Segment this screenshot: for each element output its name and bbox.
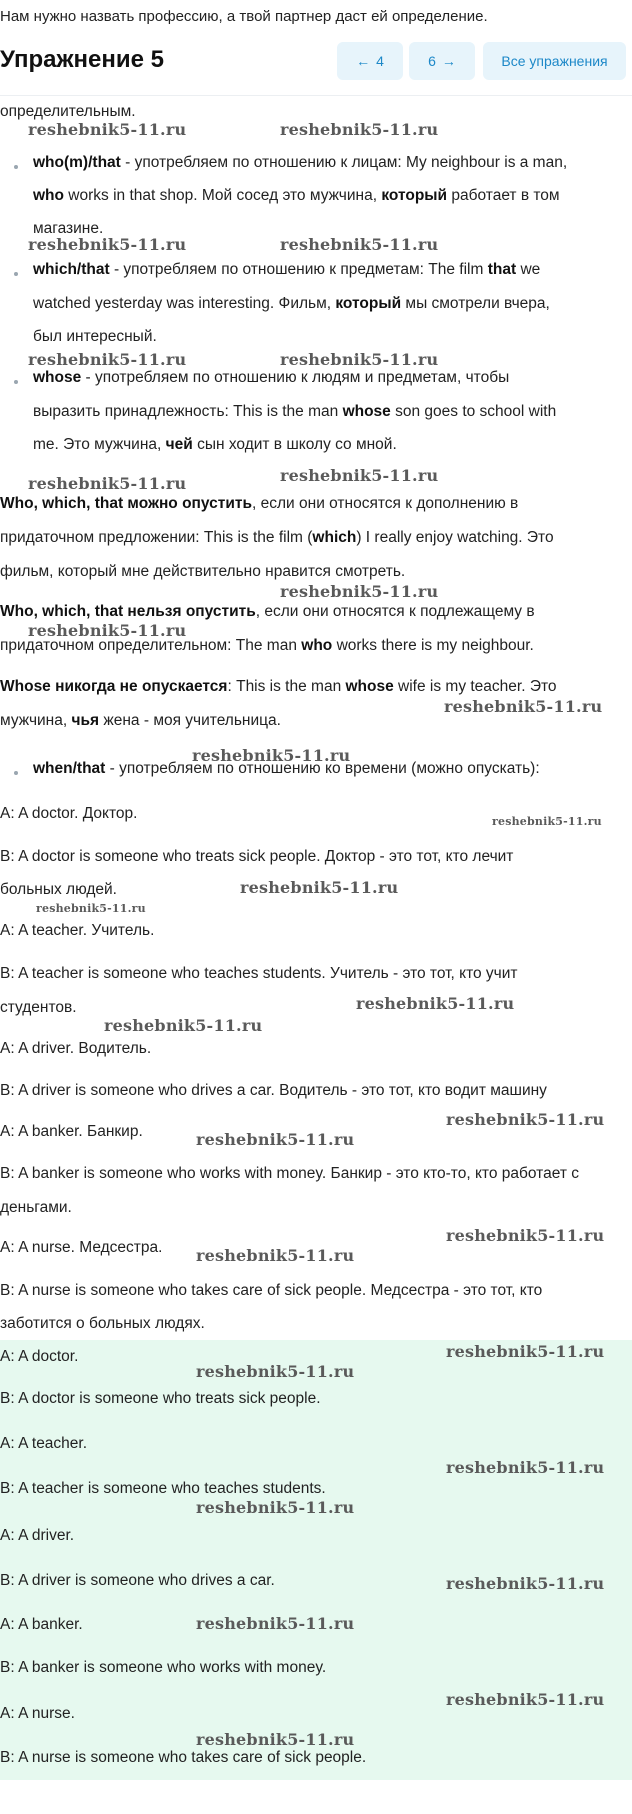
theory-line: Who, which, that нельзя опустить, если они относятся к подлежащему в [0, 603, 535, 620]
answer-line: B: A driver is someone who drives a car. [0, 1572, 275, 1589]
theory-line: выразить принадлежность: This is the man whose son goes to school with [33, 403, 557, 420]
answer-line: заботится о больных людях. [0, 1315, 205, 1332]
watermark: reshebnik5-11.ru [28, 235, 187, 254]
next-exercise-label: 6 [428, 53, 436, 69]
bullet-icon [14, 771, 18, 775]
bullet-icon [14, 165, 18, 169]
theory-line: Whose никогда не опускается: This is the man whose wife is my teacher. Это [0, 678, 557, 695]
answer-line: B: A teacher is someone who teaches students. Учитель - это тот, кто учит [0, 965, 518, 982]
next-exercise-button[interactable] [409, 42, 475, 80]
watermark: reshebnik5-11.ru [280, 235, 439, 254]
watermark: reshebnik5-11.ru [196, 1362, 355, 1381]
watermark: reshebnik5-11.ru [446, 1574, 605, 1593]
answer-line: B: A teacher is someone who teaches students. [0, 1480, 326, 1497]
theory-line: придаточном определительном: The man who works there is my neighbour. [0, 637, 534, 654]
arrow-right-icon: → [441, 53, 456, 69]
watermark: reshebnik5-11.ru [196, 1246, 355, 1265]
watermark: reshebnik5-11.ru [192, 746, 351, 765]
theory-line: магазине. [33, 220, 104, 237]
theory-line: watched yesterday was interesting. Фильм, который мы смотрели вчера, [33, 295, 550, 312]
watermark: reshebnik5-11.ru [28, 474, 187, 493]
watermark: reshebnik5-11.ru [356, 994, 515, 1013]
watermark: reshebnik5-11.ru [446, 1690, 605, 1709]
watermark: reshebnik5-11.ru [446, 1110, 605, 1129]
answer-line: A: A nurse. [0, 1705, 75, 1722]
prev-exercise-label: 4 [376, 53, 384, 69]
theory-line: which/that - употребляем по отношению к предметам: The film that we [33, 261, 541, 278]
answer-line: A: A doctor. [0, 1348, 79, 1365]
intro-text: Нам нужно назвать профессию, а твой партнер даст ей определение. [0, 8, 488, 25]
theory-line: whose - употребляем по отношению к людям и предметам, чтобы [33, 369, 510, 386]
answer-line: больных людей. [0, 881, 117, 898]
theory-line: when/that - употребляем по отношению ко времени (можно опускать): [33, 760, 540, 777]
answer-line: B: A banker is someone who works with money. [0, 1659, 327, 1676]
answer-line: B: A doctor is someone who treats sick people. [0, 1390, 321, 1407]
watermark: reshebnik5-11.ru [444, 697, 603, 716]
watermark: reshebnik5-11.ru [280, 350, 439, 369]
answer-line: A: A doctor. Доктор. [0, 805, 138, 822]
theory-line: me. Это мужчина, чей сын ходит в школу со мной. [33, 436, 397, 453]
watermark: reshebnik5-11.ru [28, 621, 187, 640]
answer-line: деньгами. [0, 1199, 72, 1216]
theory-line: мужчина, чья жена - моя учительница. [0, 712, 281, 729]
watermark: reshebnik5-11.ru [28, 120, 187, 139]
answer-line: A: A nurse. Медсестра. [0, 1239, 163, 1256]
watermark: reshebnik5-11.ru [446, 1342, 605, 1361]
page-title: Упражнение 5 [0, 46, 164, 73]
header-divider [0, 95, 632, 96]
prev-exercise-button[interactable] [337, 42, 403, 80]
watermark: reshebnik5-11.ru [492, 815, 602, 828]
all-exercises-button[interactable] [483, 42, 626, 80]
all-exercises-label: Все упражнения [501, 53, 608, 69]
watermark: reshebnik5-11.ru [196, 1130, 355, 1149]
watermark: reshebnik5-11.ru [280, 582, 439, 601]
watermark: reshebnik5-11.ru [446, 1458, 605, 1477]
theory-line: придаточном предложении: This is the film (which) I really enjoy watching. Это [0, 529, 554, 546]
answer-line: B: A driver is someone who drives a car. Водитель - это тот, кто водит машину [0, 1082, 547, 1099]
theory-line: Who, which, that можно опустить, если они относятся к дополнению в [0, 495, 519, 512]
theory-line: who(m)/that - употребляем по отношению к лицам: My neighbour is a man, [33, 154, 568, 171]
theory-line: фильм, который мне действительно нравится смотреть. [0, 563, 406, 580]
watermark: reshebnik5-11.ru [196, 1730, 355, 1749]
answer-line: A: A banker. [0, 1616, 83, 1633]
bullet-icon [14, 380, 18, 384]
theory-line: определительным. [0, 103, 136, 120]
answer-line: B: A nurse is someone who takes care of sick people. Медсестра - это тот, кто [0, 1282, 543, 1299]
watermark: reshebnik5-11.ru [280, 120, 439, 139]
watermark: reshebnik5-11.ru [104, 1016, 263, 1035]
answer-line: студентов. [0, 999, 77, 1016]
watermark: reshebnik5-11.ru [240, 878, 399, 897]
bullet-icon [14, 272, 18, 276]
watermark: reshebnik5-11.ru [280, 466, 439, 485]
watermark: reshebnik5-11.ru [36, 902, 146, 915]
watermark: reshebnik5-11.ru [196, 1614, 355, 1633]
answer-line: B: A doctor is someone who treats sick people. Доктор - это тот, кто лечит [0, 848, 514, 865]
answer-line: A: A banker. Банкир. [0, 1123, 143, 1140]
answer-line: A: A driver. [0, 1527, 75, 1544]
answer-line: A: A teacher. Учитель. [0, 922, 155, 939]
watermark: reshebnik5-11.ru [196, 1498, 355, 1517]
answer-line: A: A teacher. [0, 1435, 88, 1452]
answer-line: A: A driver. Водитель. [0, 1040, 152, 1057]
watermark: reshebnik5-11.ru [446, 1226, 605, 1245]
theory-line: был интересный. [33, 328, 157, 345]
answer-line: B: A banker is someone who works with money. Банкир - это кто-то, кто работает с [0, 1165, 579, 1182]
answer-line: B: A nurse is someone who takes care of sick people. [0, 1749, 367, 1766]
watermark: reshebnik5-11.ru [28, 350, 187, 369]
theory-line: who works in that shop. Мой сосед это мужчина, который работает в том [33, 187, 560, 204]
arrow-left-icon: ← [356, 53, 371, 69]
